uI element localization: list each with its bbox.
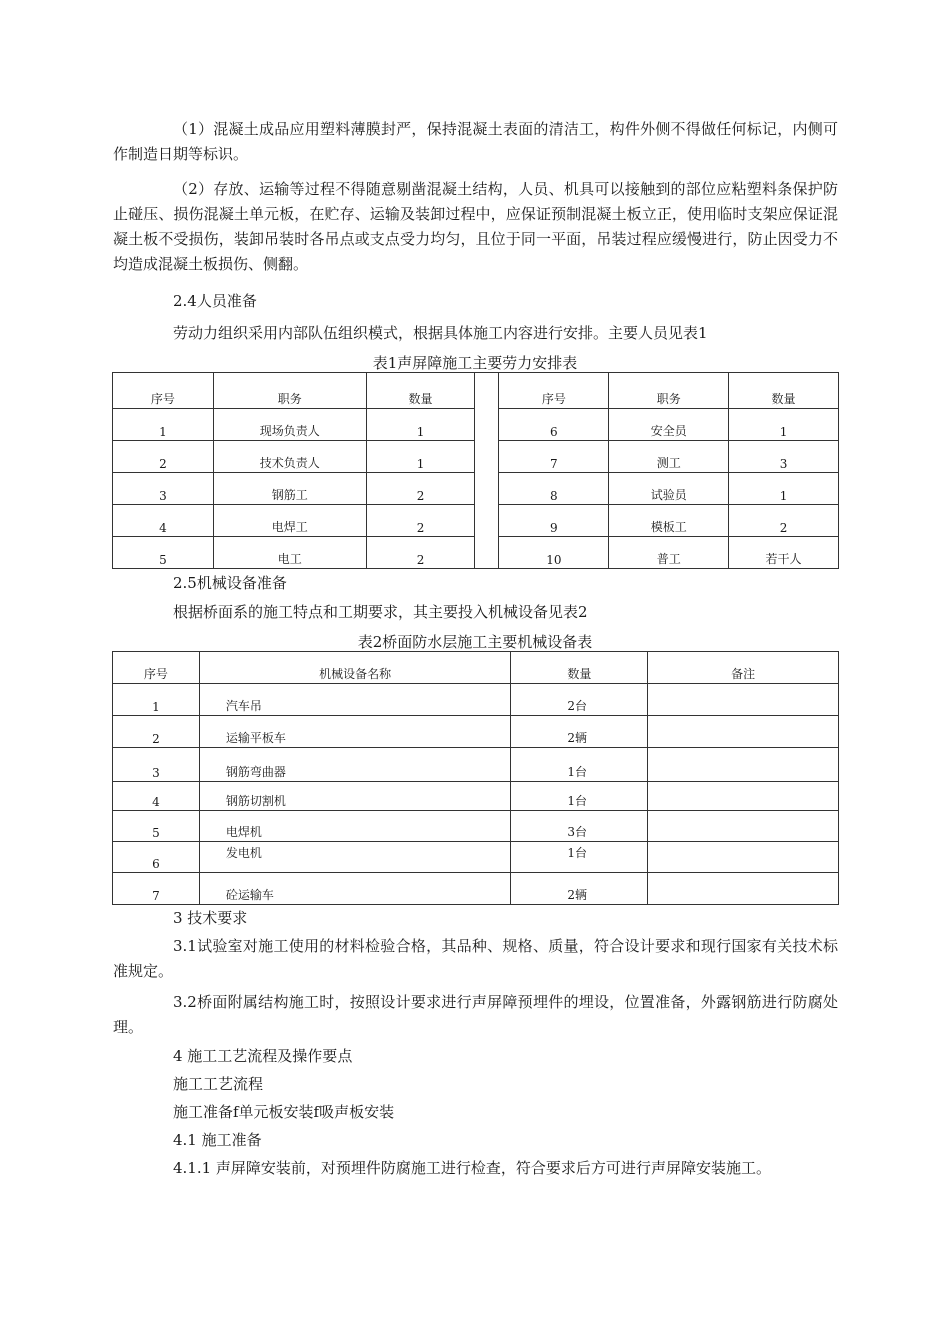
table-row [113,684,839,716]
table-cell [648,716,839,748]
table-cell: 电工 [213,537,366,569]
table-cell [648,748,839,782]
header-cell: 序号 [113,373,214,409]
table-cell: 3 [113,473,214,505]
paragraph-process-flow-title: 施工工艺流程 [173,1075,264,1093]
header-cell: 数量 [366,373,475,409]
table-cell: 7 [113,873,200,905]
header-cell: 序号 [113,652,200,684]
table-cell: 10 [499,537,609,569]
table-row [113,873,839,905]
table-cell [648,842,839,873]
header-cell: 数量 [511,652,648,684]
table-gap [475,373,499,569]
table-cell: 3 [113,748,200,782]
table-header-row [113,652,839,684]
paragraph-3-1: 3.1试验室对施工使用的材料检验合格，其品种、规格、质量，符合设计要求和现行国家有关技术标准规定。 [113,937,838,980]
header-cell: 序号 [499,373,609,409]
table-cell [648,873,839,905]
table-cell: 模板工 [609,505,729,537]
table-cell: 若干人 [729,537,839,569]
table-row [113,748,839,782]
table-cell: 钢筋切割机 [199,782,511,811]
table-cell: 钢筋工 [213,473,366,505]
heading-4-1: 4.1 施工准备 [173,1131,262,1149]
table-cell: 1 [113,409,214,441]
table-cell: 2辆 [511,716,648,748]
heading-3: 3 技术要求 [173,909,248,927]
table-cell: 2台 [511,684,648,716]
table-cell: 6 [499,409,609,441]
table-row [113,782,839,811]
table-cell: 测工 [609,441,729,473]
table-cell: 安全员 [609,409,729,441]
table-header-row [113,373,839,409]
header-cell: 备注 [648,652,839,684]
table-cell: 5 [113,811,200,842]
paragraph-equipment: 根据桥面系的施工特点和工期要求，其主要投入机械设备见表2 [173,603,588,621]
table-cell: 砼运输车 [199,873,511,905]
paragraph-3-2: 3.2桥面附属结构施工时，按照设计要求进行声屏障预埋件的埋设，位置准备，外露钢筋进行防腐处理。 [113,993,838,1036]
table-cell: 3台 [511,811,648,842]
table-cell: 发电机 [199,842,511,873]
table-cell: 8 [499,473,609,505]
table-cell: 4 [113,505,214,537]
table-row [113,811,839,842]
table-cell: 汽车吊 [199,684,511,716]
table-cell: 3 [729,441,839,473]
labor-table [112,372,839,569]
table-cell: 1台 [511,842,648,873]
table-cell [648,811,839,842]
paragraph-storage-transport: （2）存放、运输等过程不得随意剔凿混凝土结构，人员、机具可以接触到的部位应粘塑料条保护防止碰压、损伤混凝土单元板，在贮存、运输及装卸过程中，应保证预制混凝土板立正，使用临时支架应保证混凝土板不受损伤，装卸吊装时各吊点或支点受力均匀，且位于同一平面，吊装过程应缓慢进行，防止因受力不均造成混凝土板损伤、侧翻。 [113,180,838,273]
table1-caption: 表1声屏障施工主要劳力安排表 [372,354,578,372]
header-cell: 职务 [609,373,729,409]
table-cell: 2 [113,716,200,748]
table2-caption: 表2桥面防水层施工主要机械设备表 [357,633,593,651]
header-cell: 数量 [729,373,839,409]
table-cell: 7 [499,441,609,473]
equipment-table [112,651,839,905]
table-cell: 钢筋弯曲器 [199,748,511,782]
table-cell: 1台 [511,748,648,782]
table-cell: 1台 [511,782,648,811]
table-cell: 技术负责人 [213,441,366,473]
table-cell: 2 [113,441,214,473]
table-cell: 6 [113,842,200,873]
table-cell: 9 [499,505,609,537]
table-cell: 普工 [609,537,729,569]
table-row [113,842,839,873]
heading-2-5: 2.5机械设备准备 [173,574,287,592]
table-cell: 试验员 [609,473,729,505]
heading-4: 4 施工工艺流程及操作要点 [173,1047,353,1065]
table-cell: 1 [113,684,200,716]
paragraph-labor: 劳动力组织采用内部队伍组织模式，根据具体施工内容进行安排。主要人员见表1 [173,324,708,342]
table-cell: 1 [366,409,475,441]
table-cell [648,684,839,716]
table-cell: 2 [366,473,475,505]
paragraph-finished-product: （1）混凝土成品应用塑料薄膜封严，保持混凝土表面的清洁工，构件外侧不得做任何标记，内侧可作制造日期等标识。 [113,120,838,163]
table-cell: 现场负责人 [213,409,366,441]
header-cell: 职务 [213,373,366,409]
paragraph-process-flow: 施工准备f单元板安装f吸声板安装 [173,1103,395,1121]
table-cell: 电焊机 [199,811,511,842]
paragraph-4-1-1: 4.1.1 声屏障安装前，对预埋件防腐施工进行检查，符合要求后方可进行声屏障安装施工。 [173,1159,771,1177]
table-cell: 运输平板车 [199,716,511,748]
table-cell: 4 [113,782,200,811]
table-row [113,716,839,748]
table-cell: 1 [729,473,839,505]
table-cell: 2 [366,505,475,537]
table-cell: 2 [366,537,475,569]
table-cell [648,782,839,811]
heading-2-4: 2.4人员准备 [173,292,257,310]
table-cell: 5 [113,537,214,569]
header-cell: 机械设备名称 [199,652,511,684]
table-cell: 电焊工 [213,505,366,537]
table-cell: 1 [729,409,839,441]
table-cell: 1 [366,441,475,473]
table-cell: 2辆 [511,873,648,905]
table-cell: 2 [729,505,839,537]
